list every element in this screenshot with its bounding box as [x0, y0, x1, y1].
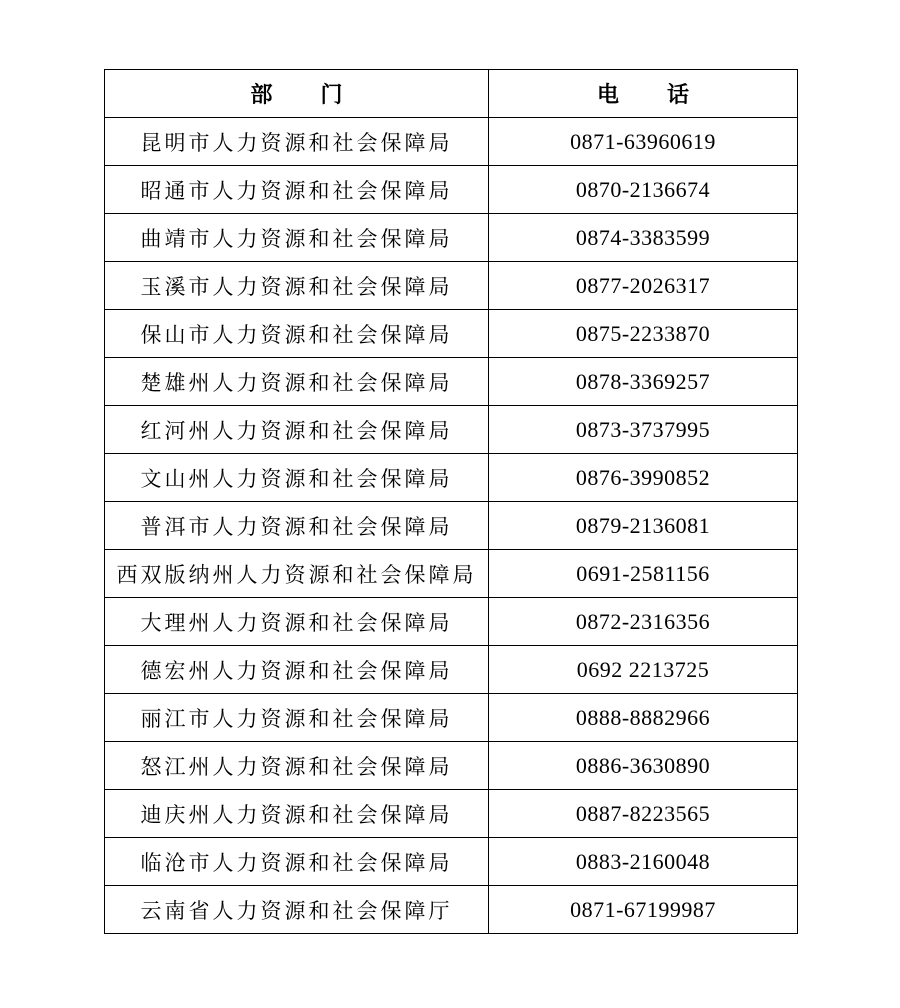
- table-row: [105, 502, 798, 550]
- phone-cell: 0876-3990852: [489, 454, 798, 502]
- phone-cell: 0692 2213725: [489, 646, 798, 694]
- department-cell: 西双版纳州人力资源和社会保障局: [105, 550, 489, 598]
- table-row: [105, 646, 798, 694]
- phone-cell: 0875-2233870: [489, 310, 798, 358]
- department-cell: 怒江州人力资源和社会保障局: [105, 742, 489, 790]
- phone-cell: 0887-8223565: [489, 790, 798, 838]
- department-cell: 普洱市人力资源和社会保障局: [105, 502, 489, 550]
- table-row: [105, 598, 798, 646]
- phone-cell: 0870-2136674: [489, 166, 798, 214]
- department-cell: 文山州人力资源和社会保障局: [105, 454, 489, 502]
- phone-cell: 0871-67199987: [489, 886, 798, 934]
- department-cell: 德宏州人力资源和社会保障局: [105, 646, 489, 694]
- table-row: [105, 166, 798, 214]
- phone-cell: 0877-2026317: [489, 262, 798, 310]
- department-cell: 楚雄州人力资源和社会保障局: [105, 358, 489, 406]
- table-row: [105, 550, 798, 598]
- department-cell: 红河州人力资源和社会保障局: [105, 406, 489, 454]
- table-row: [105, 358, 798, 406]
- table-row: [105, 262, 798, 310]
- contact-table: [104, 69, 798, 934]
- department-cell: 曲靖市人力资源和社会保障局: [105, 214, 489, 262]
- phone-cell: 0871-63960619: [489, 118, 798, 166]
- column-header-department: 部门: [105, 70, 489, 118]
- table-row: [105, 838, 798, 886]
- phone-cell: 0886-3630890: [489, 742, 798, 790]
- phone-cell: 0879-2136081: [489, 502, 798, 550]
- department-cell: 昭通市人力资源和社会保障局: [105, 166, 489, 214]
- table-row: [105, 454, 798, 502]
- phone-cell: 0872-2316356: [489, 598, 798, 646]
- table-row: [105, 406, 798, 454]
- department-cell: 迪庆州人力资源和社会保障局: [105, 790, 489, 838]
- phone-cell: 0691-2581156: [489, 550, 798, 598]
- table-row: [105, 214, 798, 262]
- phone-cell: 0874-3383599: [489, 214, 798, 262]
- table-row: [105, 118, 798, 166]
- table-row: [105, 310, 798, 358]
- phone-cell: 0878-3369257: [489, 358, 798, 406]
- department-cell: 昆明市人力资源和社会保障局: [105, 118, 489, 166]
- department-cell: 玉溪市人力资源和社会保障局: [105, 262, 489, 310]
- table-row: [105, 694, 798, 742]
- department-cell: 保山市人力资源和社会保障局: [105, 310, 489, 358]
- table-row: [105, 790, 798, 838]
- phone-cell: 0883-2160048: [489, 838, 798, 886]
- department-cell: 云南省人力资源和社会保障厅: [105, 886, 489, 934]
- phone-cell: 0888-8882966: [489, 694, 798, 742]
- department-cell: 临沧市人力资源和社会保障局: [105, 838, 489, 886]
- column-header-phone: 电话: [489, 70, 798, 118]
- phone-cell: 0873-3737995: [489, 406, 798, 454]
- table-row: [105, 742, 798, 790]
- table-row: [105, 886, 798, 934]
- department-cell: 丽江市人力资源和社会保障局: [105, 694, 489, 742]
- department-cell: 大理州人力资源和社会保障局: [105, 598, 489, 646]
- table-header-row: [105, 70, 798, 118]
